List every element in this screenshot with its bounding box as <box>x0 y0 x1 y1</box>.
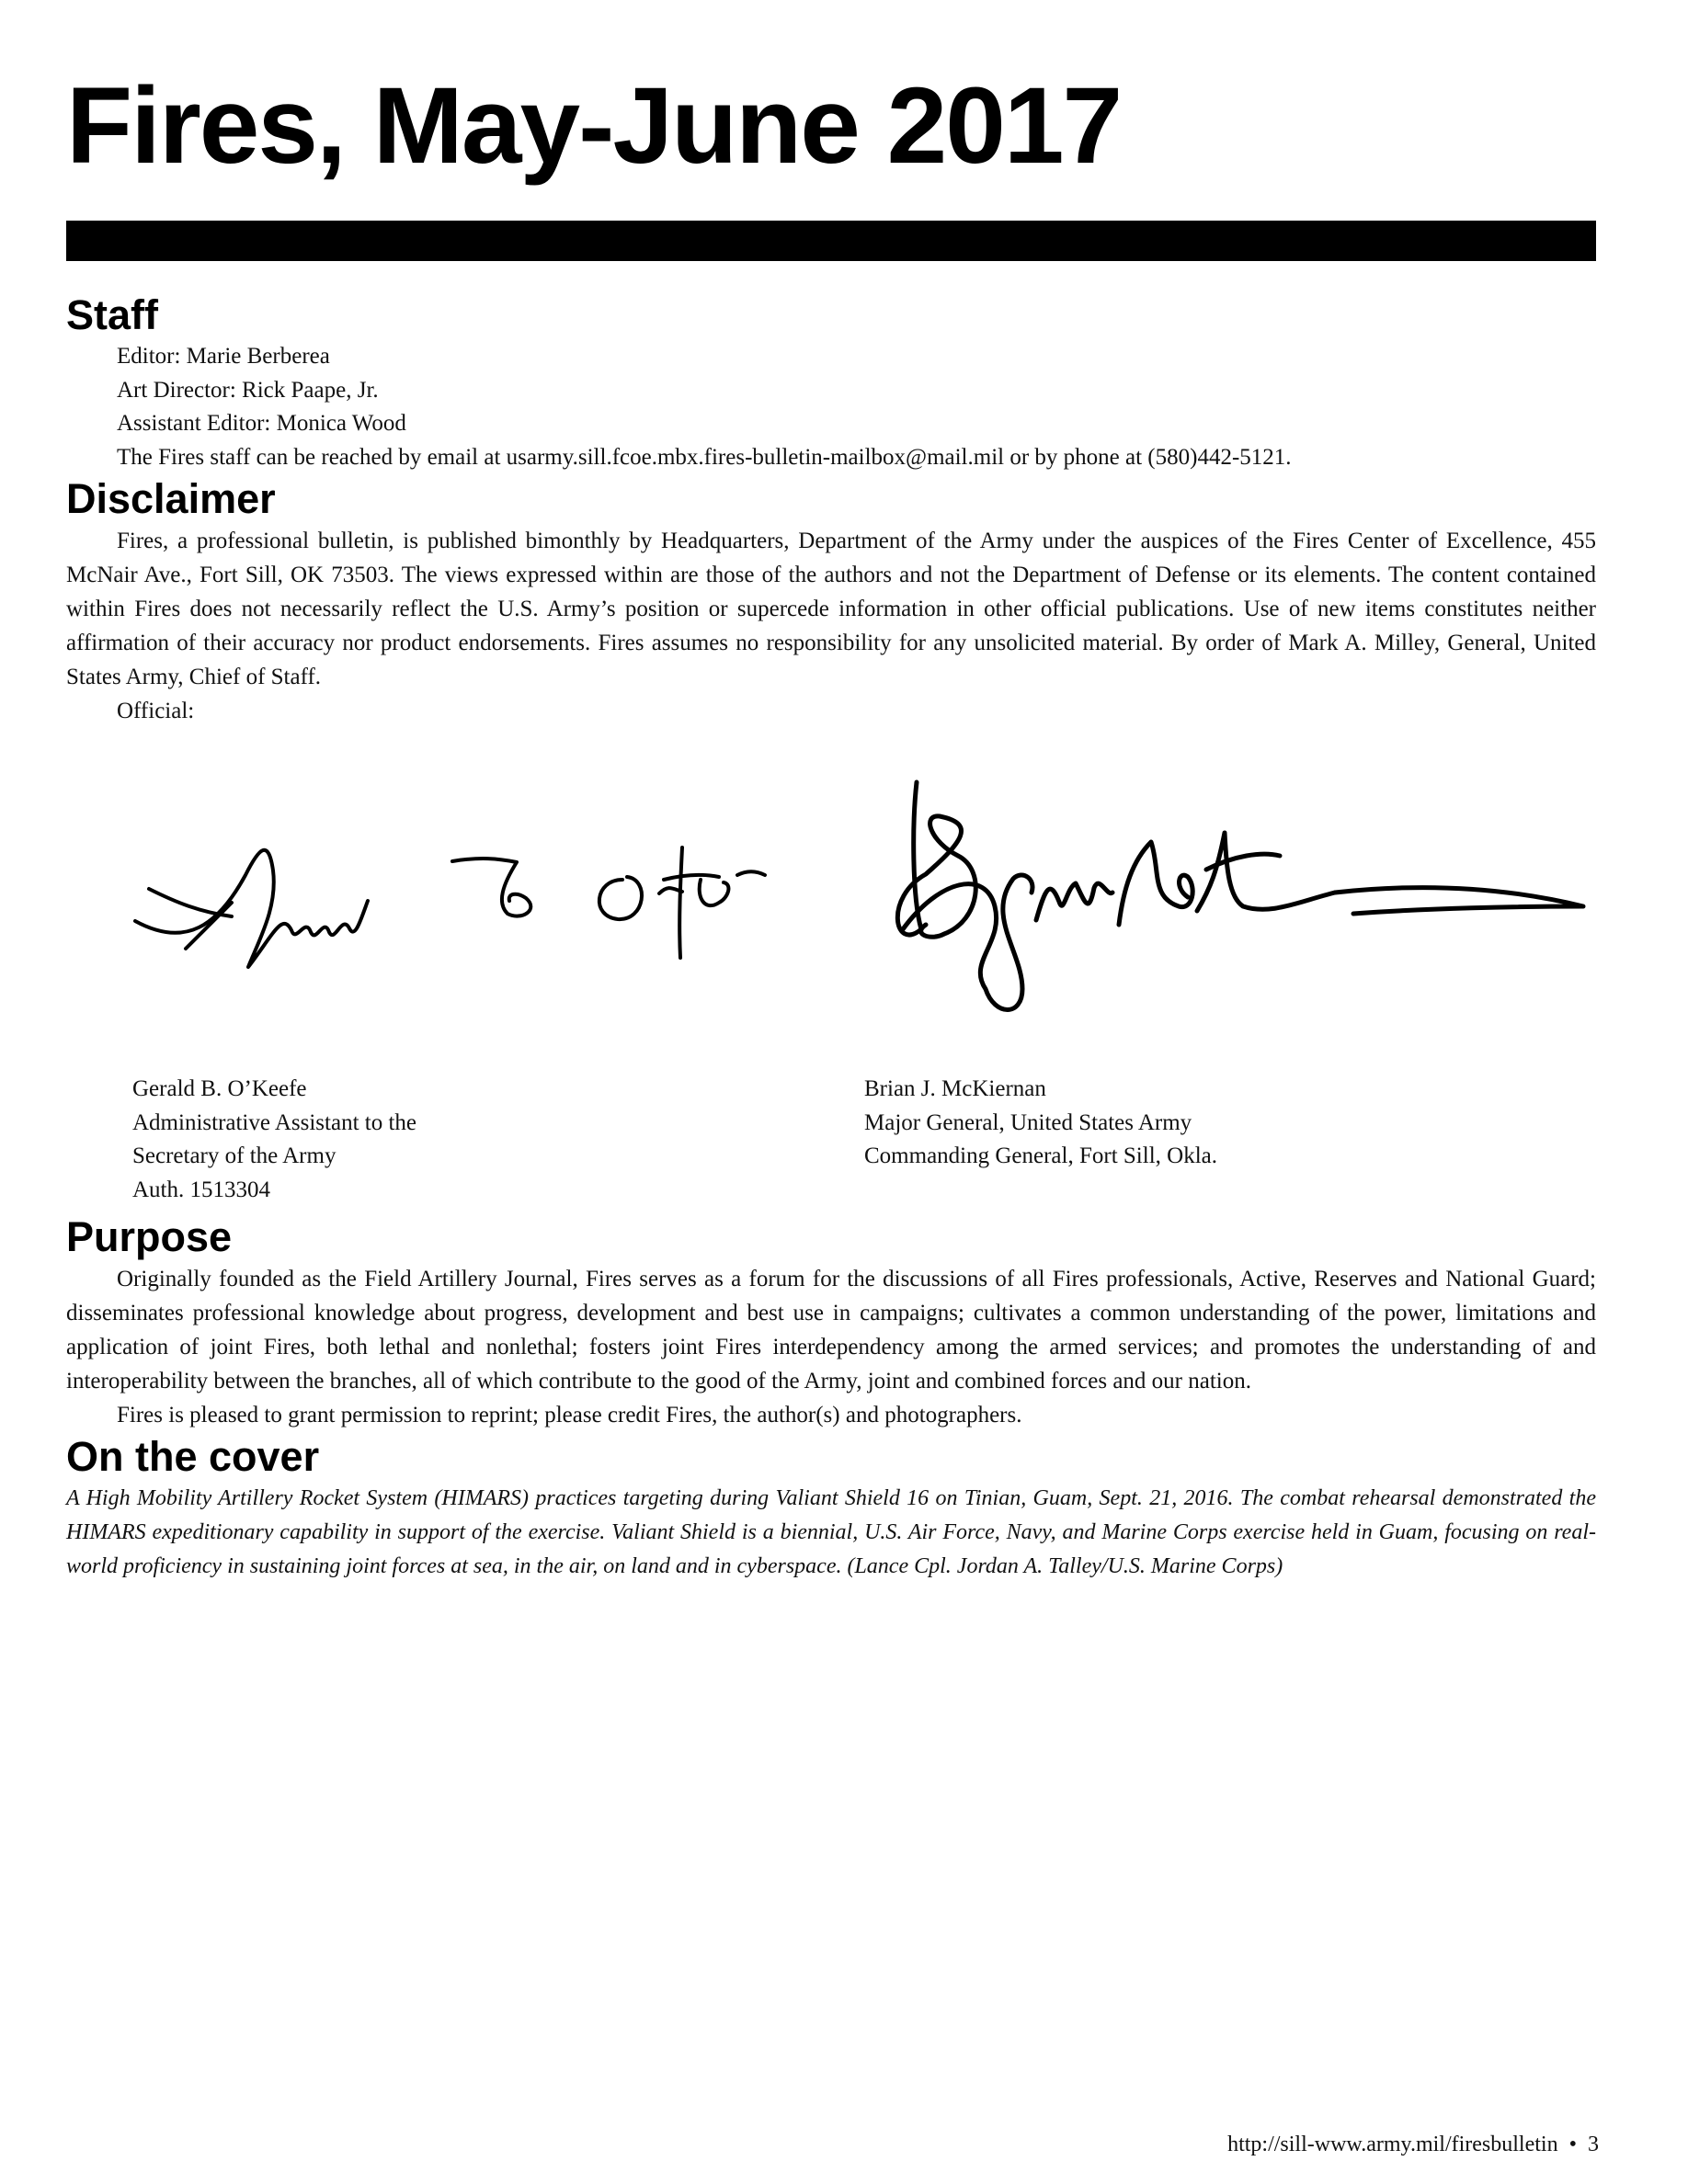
staff-contact: The Fires staff can be reached by email at usarmy.sill.fcoe.mbx.fires-bulletin-mailbox@mail.mil or by phone at (580)442-5121. <box>117 444 1292 470</box>
staff-assistant-editor: Assistant Editor: Monica Wood <box>117 411 406 437</box>
staff-editor: Editor: Marie Berberea <box>117 344 330 369</box>
signature-area <box>66 728 1596 1073</box>
signatory-title: Commanding General, Fort Sill, Okla. <box>864 1143 1217 1169</box>
signatory-left <box>132 1073 416 1207</box>
staff-heading: Staff <box>66 291 158 338</box>
signatory-title: Administrative Assistant to the <box>132 1109 417 1135</box>
staff-list <box>66 340 1596 474</box>
purpose-heading: Purpose <box>66 1213 233 1261</box>
footer-separator: • <box>1568 2133 1577 2156</box>
reprint-text: Fires is pleased to grant permission to reprint; please credit Fires, the author(s) and photographers. <box>117 1403 1022 1428</box>
purpose-section <box>66 1212 1596 1432</box>
cover-section <box>66 1432 1596 1584</box>
disclaimer-heading: Disclaimer <box>66 475 276 523</box>
official-label: Official: <box>117 699 195 724</box>
purpose-text: Originally founded as the Field Artillery Journal, Fires serves as a forum for the discussions of all Fires professionals, Active, Reserves and National Guard; disseminates professional knowledge about progress, development and best use in campaigns; cultivates a common understanding of the power, limitations and application of joint Fires, both lethal and nonlethal; fosters joint Fires interdependency among the armed services; and promotes the understanding of and interoperability between the branches, all of which contribute to the good of the Army, joint and combined forces and our nation. <box>66 1267 1596 1394</box>
page-number: 3 <box>1588 2133 1599 2156</box>
okeefe-signature-image <box>131 829 848 985</box>
staff-section <box>66 290 1596 474</box>
title-rule <box>66 221 1596 261</box>
signatory-name: Gerald B. O’Keefe <box>132 1076 307 1102</box>
signatory-right <box>864 1073 1217 1174</box>
mckiernan-signature-image <box>875 768 1611 1035</box>
signatory-name: Brian J. McKiernan <box>864 1076 1046 1102</box>
signature-blocks <box>66 1073 1596 1203</box>
signatory-title: Secretary of the Army <box>132 1143 336 1169</box>
footer-url: http://sill-www.army.mil/firesbulletin <box>1227 2133 1558 2156</box>
disclaimer-section <box>66 474 1596 1203</box>
staff-art-director: Art Director: Rick Paape, Jr. <box>117 377 379 403</box>
disclaimer-text: Fires, a professional bulletin, is published bimonthly by Headquarters, Department of the Army under the auspices of the Fires Center of Excellence, 455 McNair Ave., Fort Sill, OK 73503. The views expressed within are those of the authors and not the Department of Defense or its elements. The content contained within Fires does not necessarily reflect the U.S. Army’s position or supercede information in other official publications. Use of new items constitutes neither affirmation of their accuracy nor product endorsements. Fires assumes no responsibility for any unsolicited material. By order of Mark A. Milley, General, United States Army, Chief of Staff. <box>66 529 1596 690</box>
cover-heading: On the cover <box>66 1433 320 1481</box>
page-title: Fires, May-June 2017 <box>66 65 1122 187</box>
main-content <box>66 290 1596 1584</box>
signatory-title: Major General, United States Army <box>864 1109 1192 1135</box>
page-footer <box>1227 2133 1599 2157</box>
signatory-auth: Auth. 1513304 <box>132 1177 270 1202</box>
cover-caption: A High Mobility Artillery Rocket System (HIMARS) practices targeting during Valiant Shield 16 on Tinian, Guam, Sept. 21, 2016. The combat rehearsal demonstrated the HIMARS expeditionary capability in support of the exercise. Valiant Shield is a biennial, U.S. Air Force, Navy, and Marine Corps exercise held in Guam, focusing on real-world proficiency in sustaining joint forces at sea, in the air, on land and in cyberspace. (Lance Cpl. Jordan A. Talley/U.S. Marine Corps) <box>66 1486 1596 1579</box>
